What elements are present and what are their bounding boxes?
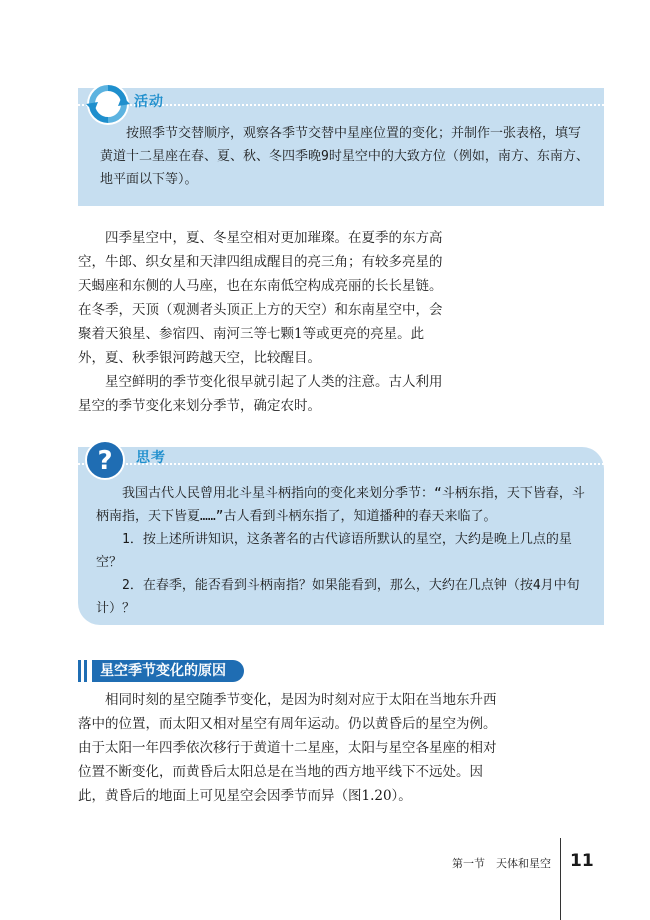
activity-heading: 活动	[134, 94, 164, 110]
page-number: 11	[570, 851, 594, 871]
think-intro: 我国古代人民曾用北斗星斗柄指向的变化来划分季节：“斗柄东指，天下皆春，斗柄南指，天下皆夏……”古人看到斗柄东指了，知道播种的春天来临了。	[96, 486, 585, 524]
footer-divider	[560, 838, 561, 920]
activity-paragraph: 按照季节交替顺序，观察各季节交替中星座位置的变化；并制作一张表格，填写黄道十二星座在春、夏、秋、冬四季晚9时星空中的大致方位（例如，南方、东南方、地平面以下等）。	[100, 126, 589, 187]
think-question-1: 1．按上述所讲知识，这条著名的古代谚语所默认的星空，大约是晚上几点的星空？	[96, 532, 572, 570]
think-heading: 思考	[136, 450, 166, 466]
body-paragraph: 四季星空中，夏、冬星空相对更加璀璨。在夏季的东方高空，牛郎、织女星和天津四组成醒目的亮三角；有较多亮星的天蝎座和东侧的人马座，也在东南低空构成亮丽的长长星链。在冬季，天顶（观测者头顶正上方的天空）和东南星空中，会聚着天狼星、参宿四、南河三等七颗1等或更亮的亮星。此外，夏、秋季银河跨越天空，比较醒目。	[78, 230, 443, 366]
body-paragraph: 星空鲜明的季节变化很早就引起了人类的注意。古人利用星空的季节变化来划分季节，确定农时。	[78, 374, 443, 414]
body-text-seasons	[78, 226, 448, 418]
footer-section-label: 第一节 天体和星空	[452, 857, 551, 870]
section-stripe	[84, 660, 87, 682]
body-text-cause	[78, 688, 498, 808]
think-question-2: 2．在春季，能否看到斗柄南指？如果能看到，那么，大约在几点钟（按4月中旬计）？	[96, 578, 580, 616]
question-mark-icon	[85, 440, 125, 480]
section-heading	[78, 660, 244, 682]
body-paragraph: 相同时刻的星空随季节变化，是因为时刻对应于太阳在当地东升西落中的位置，而太阳又相对星空有周年运动。仍以黄昏后的星空为例。由于太阳一年四季依次移行于黄道十二星座，太阳与星空各星座的相对位置不断变化，而黄昏后太阳总是在当地的西方地平线下不远处。因此，黄昏后的地面上可见星空会因季节而异（图1.20）。	[78, 692, 497, 804]
section-stripe	[78, 660, 81, 682]
activity-text	[100, 122, 590, 191]
section-title: 星空季节变化的原因	[92, 660, 244, 682]
think-text	[96, 482, 586, 620]
cycle-arrows-icon	[86, 82, 130, 126]
svg-text:?: ?	[97, 446, 113, 476]
